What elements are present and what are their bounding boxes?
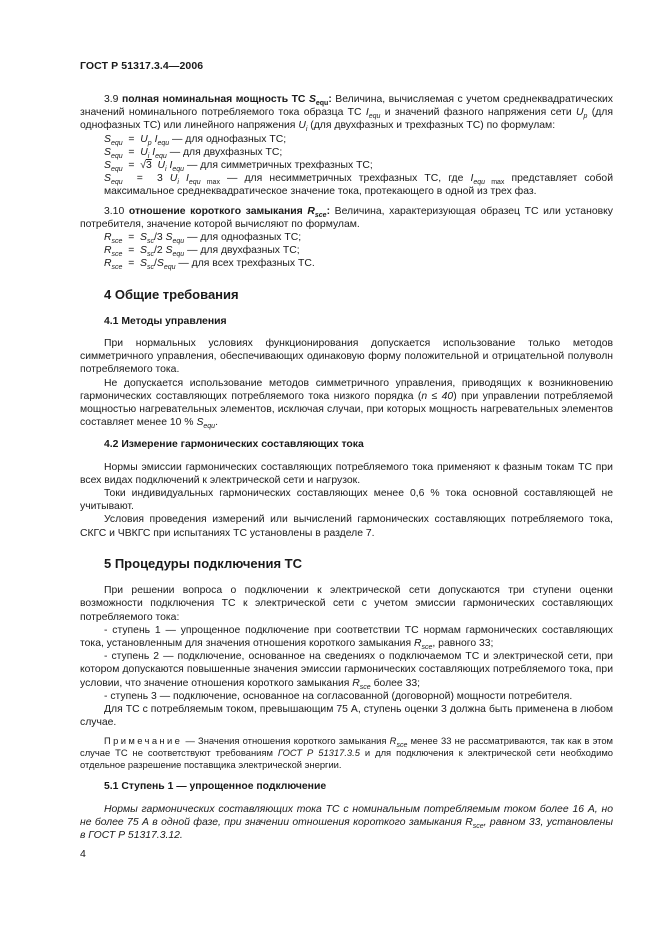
clause-number: 3.10 <box>104 205 125 217</box>
paragraph: Для ТС с потребляемым током, превышающим 75 А, ступень оценки 3 должна быть применена в любом случае. <box>80 703 613 729</box>
paragraph: Нормы эмиссии гармонических составляющих потребляемого тока применяют к фазным токам ТС при всех видах подключений к электрической сети и нагрузок. <box>80 461 613 486</box>
paragraph: Не допускается использование методов симметричного управления, приводящих к возникновению гармонических составляющих потребляемого тока низкого порядка (n ≤ 40) при управлении потребляемой мощностью нагревательных элементов, исключая случаи, при которых мощность нагревательных элементов составляет менее 10 % $S_{equ}$. <box>80 377 613 431</box>
formula-two-phase: $S_{equ} = U_i$ $I_{equ}$ — для двухфазных ТС; <box>104 146 283 160</box>
paragraph: При решении вопроса о подключении к электрической сети допускаются три ступени оценки возможности подключения ТС к электрической сети с учетом эмиссии гармонических составляющих потребляемого тока: <box>80 585 613 623</box>
standard-reference: ГОСТ Р 51317.3.5 <box>277 747 360 759</box>
list-item-step-3: - ступень 3 — подключение, основанное на согласованной (договорной) мощности потребителя. <box>104 690 573 702</box>
formula-single-phase: $S_{equ} = U_p$ $I_{equ}$ — для однофазных ТС; <box>104 133 287 147</box>
page-body <box>80 93 613 842</box>
note-label: Примечание <box>104 735 183 747</box>
section-5-heading: 5 Процедуры подключения ТС <box>104 555 302 571</box>
paragraph: При нормальных условиях функционирования допускается использование только методов симметричного управления, обеспечивающих одинаковую форму положительной и отрицательной полуволн потребляемого тока. <box>80 338 613 376</box>
list-item-step-1: - ступень 1 — упрощенное подключение при соответствии ТС нормам гармонических составляющих тока, установленным для значения отношения короткого замыкания $R_{sce}$, равного 33; <box>80 624 613 651</box>
clause-number: 3.9 <box>104 94 119 105</box>
clause-3-9: 3.9 полная номинальная мощность ТС $S_{equ}$: Величина, вычисляемая с учетом среднеквадратических значений номинального потребляемого тока образца ТС $I_{equ}$ и значений фазного напряжения сети $U_p$ (для однофазных ТС) или линейного напряжения $U_i$ (для двухфазных и трехфазных ТС) по формулам: <box>80 94 613 134</box>
clause-3-10: 3.10 отношение короткого замыкания $R_{sce}$: Величина, характеризующая образец ТС или установку потребителя, значение которой вычисляют по формулам. <box>80 205 613 230</box>
subsection-4-2-heading: 4.2 Измерение гармонических составляющих тока <box>104 439 364 451</box>
list-item-step-2: - ступень 2 — подключение, основанное на сведениях о подключаемом ТС и электрической сети, при котором допускаются повышенные значения эмиссии гармонических составляющих потребляемого тока, при условии, что значение отношения короткого замыкания $R_{sce}$ более 33; <box>80 651 613 691</box>
term-full-rated-power: полная номинальная мощность ТС $S_{equ}$: <box>121 94 332 108</box>
formula-three-phase-sym: $S_{equ} = √3$ $U_i$ $I_{equ}$ — для симметричных трехфазных ТС; <box>104 160 373 174</box>
section-4-heading: 4 Общие требования <box>104 286 239 302</box>
note: Примечание — Значения отношения короткого замыкания $R_{sce}$ менее 33 не рассматриваются, так как в этом случае ТС не соответствуют требованиям ГОСТ Р 51317.3.5 и для подключения к электрической сети необходимо отдельное разрешение поставщика электрической энергии. <box>80 735 613 771</box>
formula-three-phase-asym: $S_{equ} = 3$ $U_i$ $I_{equ max}$ — для несимметричных трехфазных ТС, где $I_{equ max}$ представляет собой максимальное среднеквадратическое значение тока, протекающего в одной из трех фаз. <box>104 173 613 198</box>
paragraph: Нормы гармонических составляющих тока ТС с номинальным потребляемым током более 16 А, но не более 75 А в одной фазе, при значении отношения короткого замыкания $R_{sce}$, равном 33, установлены в ГОСТ Р 51317.3.12. <box>80 803 614 841</box>
paragraph: Условия проведения измерений или вычислений гармонических составляющих потребляемого тока, СКГС и ЧВКГС при испытаниях ТС установлены в разделе 7. <box>80 514 613 539</box>
formula-rsce-single: $R_{sce} = S_{sc}/3$ $S_{equ}$ — для однофазных ТС; <box>104 232 302 246</box>
running-header: ГОСТ Р 51317.3.4—2006 <box>80 60 204 72</box>
sqrt-symbol: √3 <box>140 160 152 172</box>
subsection-4-1-heading: 4.1 Методы управления <box>104 315 227 327</box>
subsection-5-1-heading: 5.1 Ступень 1 — упрощенное подключение <box>104 781 327 793</box>
formula-rsce-two: $R_{sce} = S_{sc}/2$ $S_{equ}$ — для двухфазных ТС; <box>104 245 300 259</box>
page-number: 4 <box>80 848 86 860</box>
term-short-circuit-ratio: отношение короткого замыкания $R_{sce}$: <box>128 205 331 219</box>
paragraph: Токи индивидуальных гармонических составляющих менее 0,6 % тока основной составляющей не учитывают. <box>80 488 613 513</box>
formula-rsce-three: $R_{sce} = S_{sc}/S_{equ}$ — для всех трехфазных ТС. <box>104 258 315 272</box>
